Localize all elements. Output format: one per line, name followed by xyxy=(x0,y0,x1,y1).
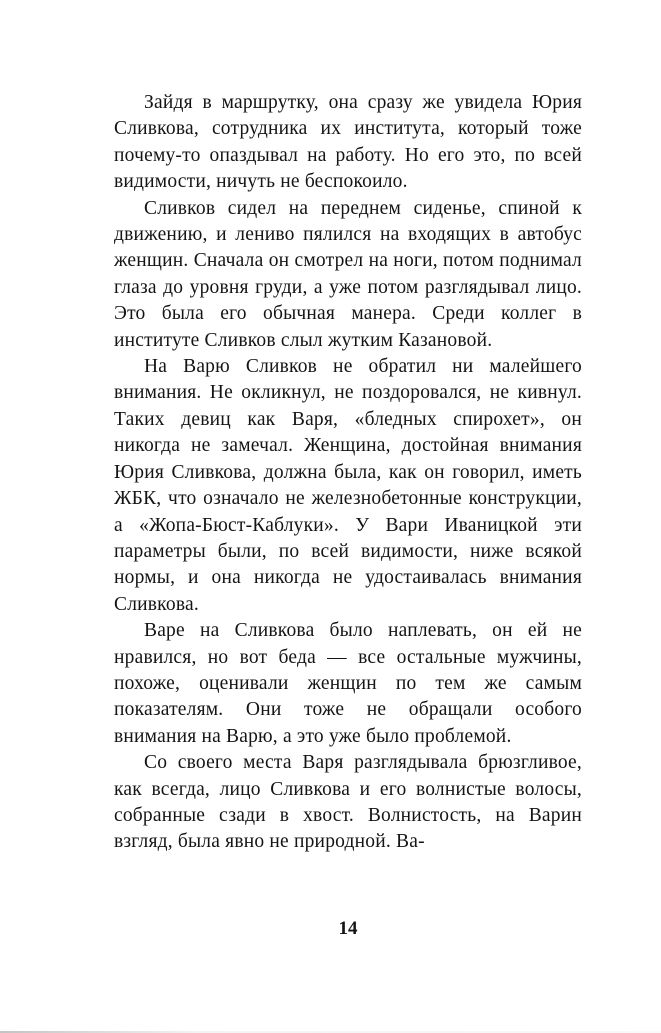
paragraph: Варе на Сливкова было наплевать, он ей не нравился, но вот беда — все остальные мужчины, похоже, оценивали женщин по тем же самым показателям. Они тоже не обращали особого внимания на Варю, а это уже было проблемой. xyxy=(114,620,582,747)
paragraph: Сливков сидел на переднем сиденье, спиной к движению, и лениво пялился на входящих в автобус женщин. Сначала он смотрел на ноги, потом поднимал глаза до уровня груди, а уже потом разглядывал лицо. Это была его обычная манера. Среди коллег в институте Сливков слыл жутким Казановой. xyxy=(114,197,582,351)
paragraph: На Варю Сливков не обратил ни малейшего внимания. Не окликнул, не поздоровался, не кивнул. Таких девиц как Варя, «бледных спирохет», он никогда не замечал. Женщина, достойная внимания Юрия Сливкова, должна была, как он говорил, иметь ЖБК, что означало не железнобетонные конструкции, а «Жопа-Бюст-Каблуки». У Вари Иваницкой эти параметры были, по всей видимости, ниже всякой нормы, и она никогда не удостаивалась внимания Сливкова. xyxy=(114,356,582,615)
paragraph: Со своего места Варя разглядывала брюзгливое, как всегда, лицо Сливкова и его волнистые волосы, собранные сзади в хвост. Волнистость, на Варин взгляд, была явно не природной. Ва- xyxy=(114,752,582,853)
page-number: 14 xyxy=(338,918,358,939)
paragraph: Зайдя в маршрутку, она сразу же увидела Юрия Сливкова, сотрудника их института, который тоже почему-то опаздывал на работу. Но его это, по всей видимости, ничуть не беспокоило. xyxy=(114,92,582,193)
text-body xyxy=(114,90,582,856)
